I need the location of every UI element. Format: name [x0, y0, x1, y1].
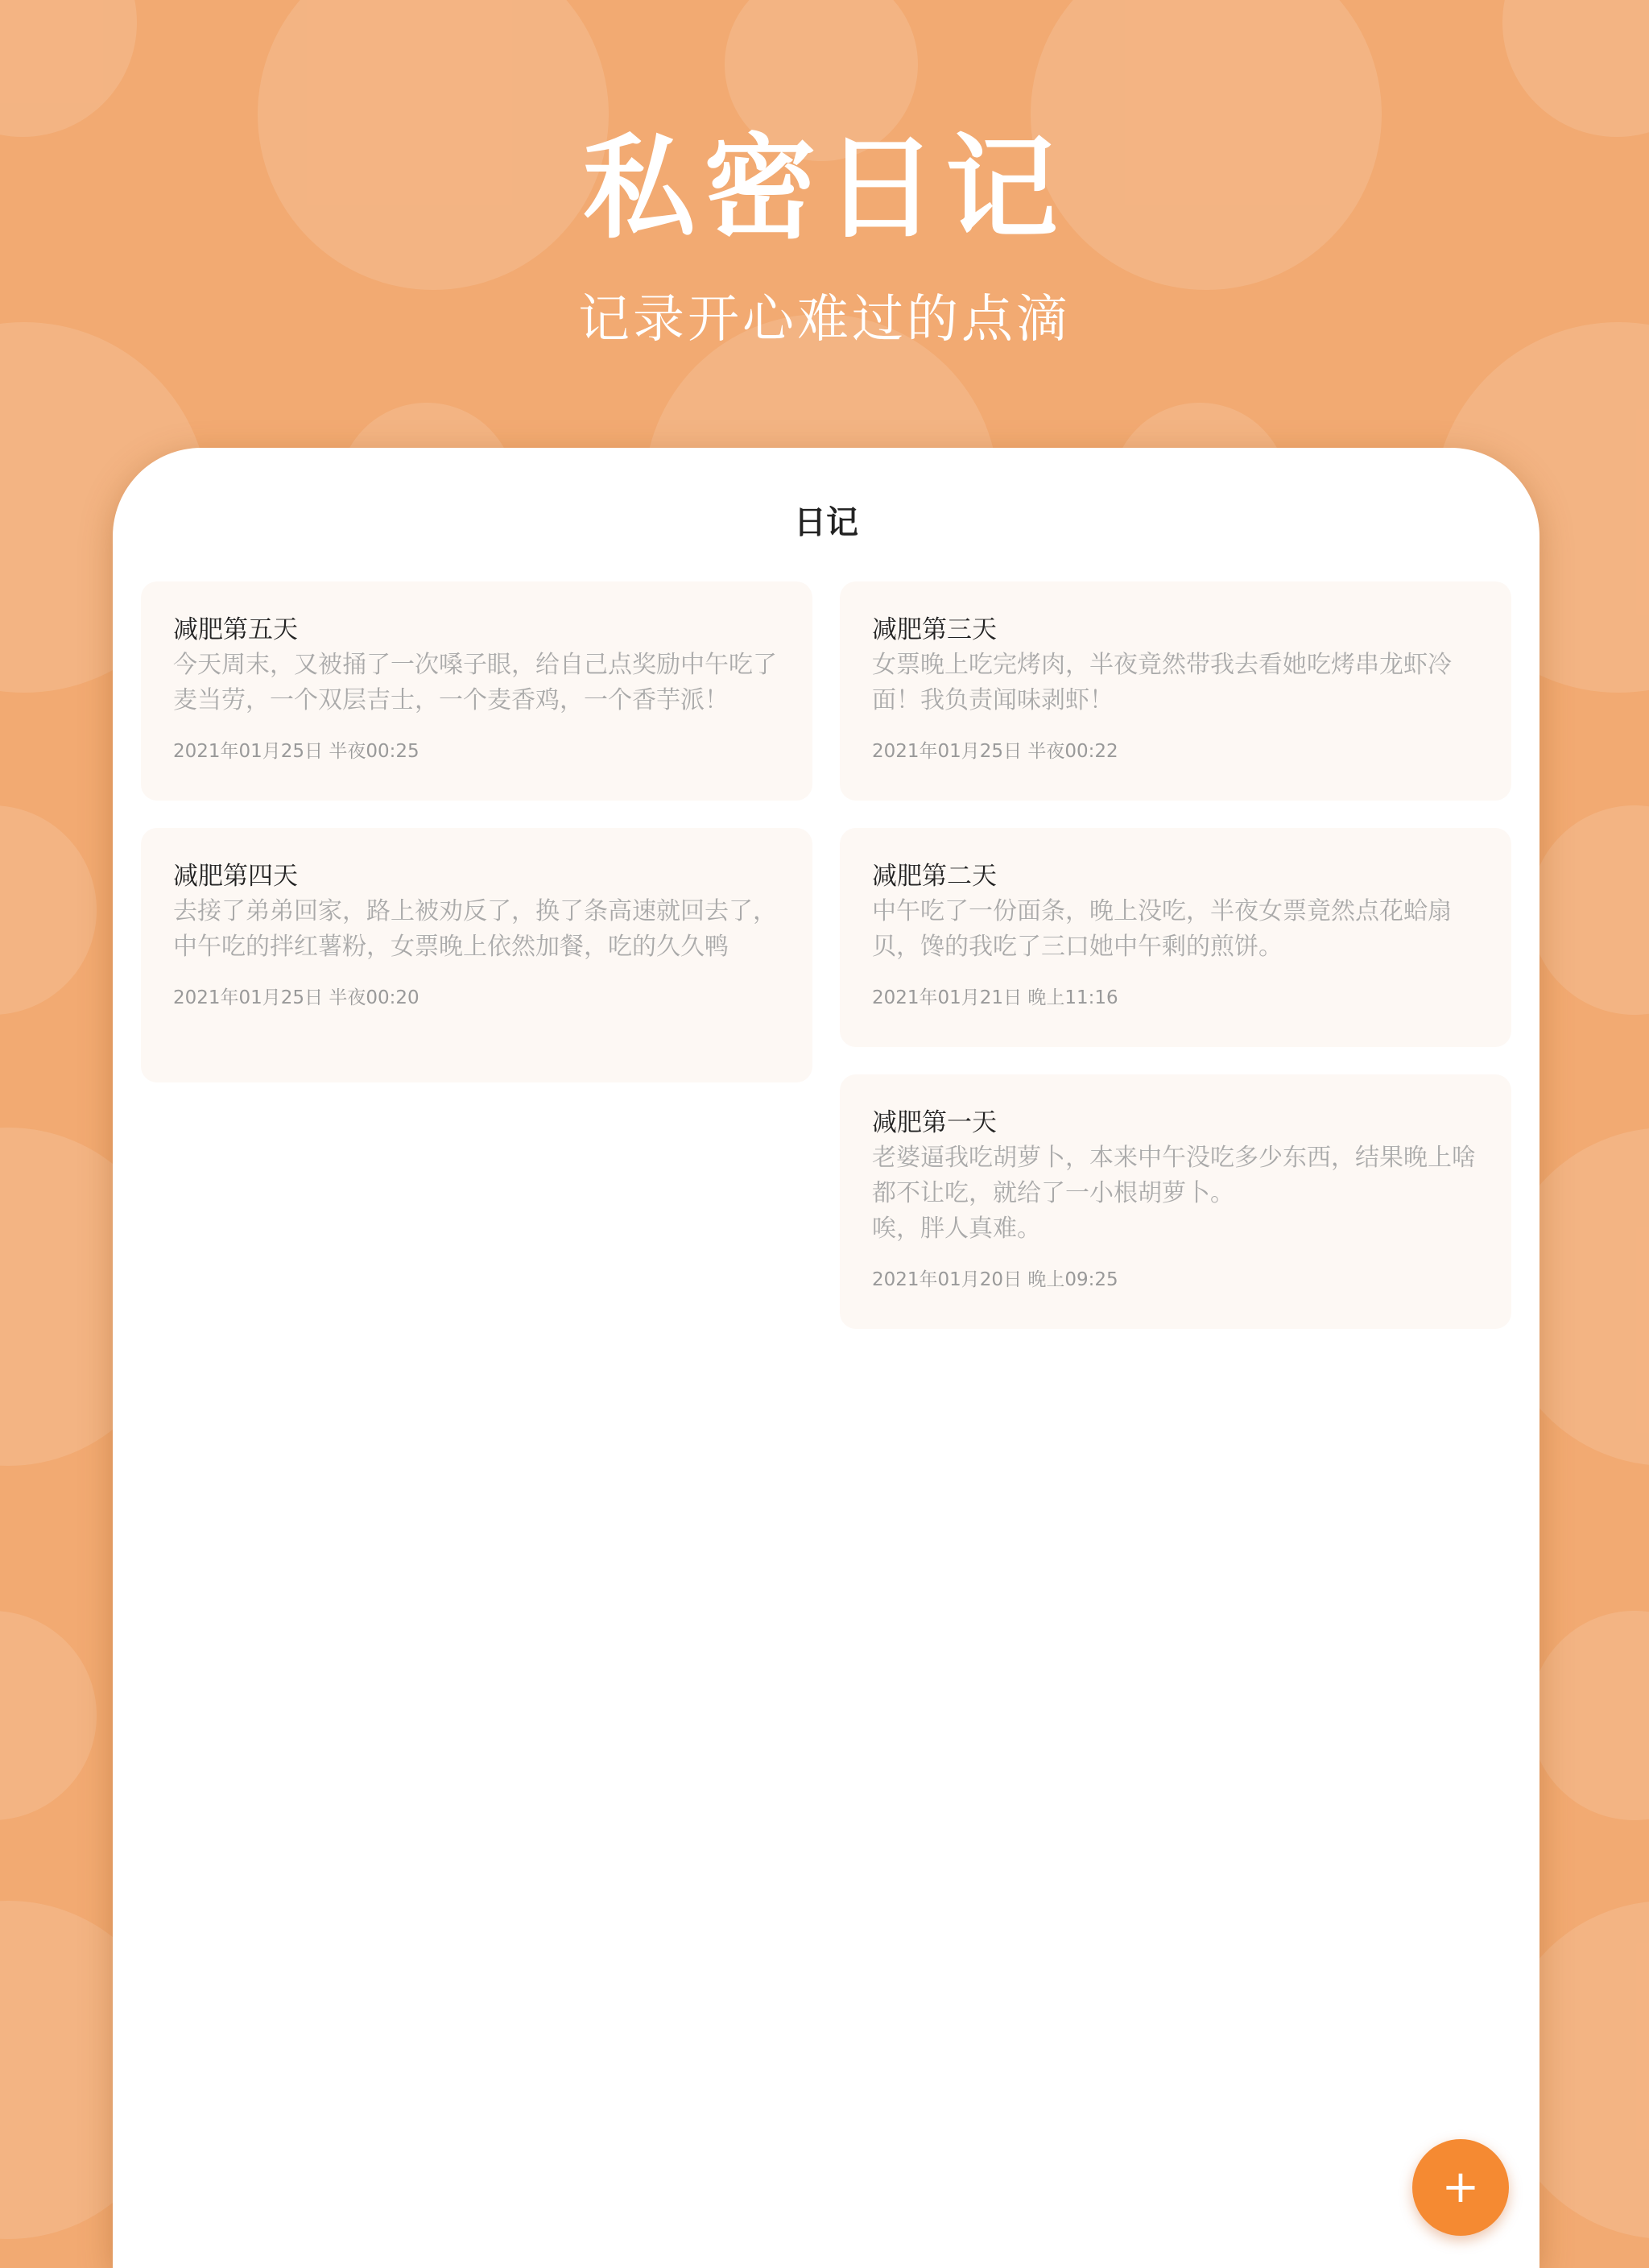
app-title: 私密日记	[582, 123, 1066, 255]
diary-time: 2021年01月20日 晚上09:25	[872, 1269, 1118, 1290]
app-subtitle: 记录开心难过的点滴	[578, 290, 1071, 350]
diary-body: 女票晚上吃完烤肉，半夜竟然带我去看她吃烤串龙虾冷面！我负责闻味剥虾！	[872, 651, 1452, 714]
diary-card[interactable]	[840, 828, 1511, 1047]
diary-panel	[113, 448, 1539, 2268]
diary-title: 减肥第一天	[872, 1108, 997, 1137]
diary-time: 2021年01月25日 半夜00:20	[173, 987, 419, 1008]
diary-body: 去接了弟弟回家，路上被劝反了，换了条高速就回去了，中午吃的拌红薯粉，女票晚上依然加餐，吃的久久鸭	[173, 897, 777, 961]
diary-title: 减肥第二天	[872, 862, 997, 891]
panel-title: 日记	[794, 504, 858, 541]
plus-icon: +	[1441, 2161, 1480, 2213]
diary-card[interactable]	[141, 828, 812, 1082]
diary-title: 减肥第五天	[173, 615, 298, 644]
diary-body: 中午吃了一份面条，晚上没吃，半夜女票竟然点花蛤扇贝，馋的我吃了三口她中午剩的煎饼。	[872, 897, 1452, 961]
diary-card[interactable]	[840, 581, 1511, 801]
background-circle	[1530, 805, 1649, 1015]
diary-body: 今天周末，又被捅了一次嗓子眼，给自己点奖励中午吃了麦当劳，一个双层吉士，一个麦香鸡，一个香芋派！	[173, 651, 777, 714]
background-circle	[0, 0, 137, 137]
background-circle	[0, 1611, 97, 1820]
diary-time: 2021年01月21日 晚上11:16	[872, 987, 1118, 1008]
diary-card[interactable]	[840, 1074, 1511, 1329]
background-circle	[1502, 0, 1649, 137]
diary-title: 减肥第四天	[173, 862, 298, 891]
add-diary-button[interactable]	[1412, 2139, 1509, 2236]
diary-time: 2021年01月25日 半夜00:25	[173, 741, 419, 762]
background-circle	[0, 805, 97, 1015]
diary-card[interactable]	[141, 581, 812, 801]
diary-time: 2021年01月25日 半夜00:22	[872, 741, 1118, 762]
diary-body: 老婆逼我吃胡萝卜，本来中午没吃多少东西，结果晚上啥都不让吃，就给了一小根胡萝卜。 唉，胖人真难。	[872, 1144, 1476, 1243]
background-circle	[1530, 1611, 1649, 1820]
diary-title: 减肥第三天	[872, 615, 997, 644]
